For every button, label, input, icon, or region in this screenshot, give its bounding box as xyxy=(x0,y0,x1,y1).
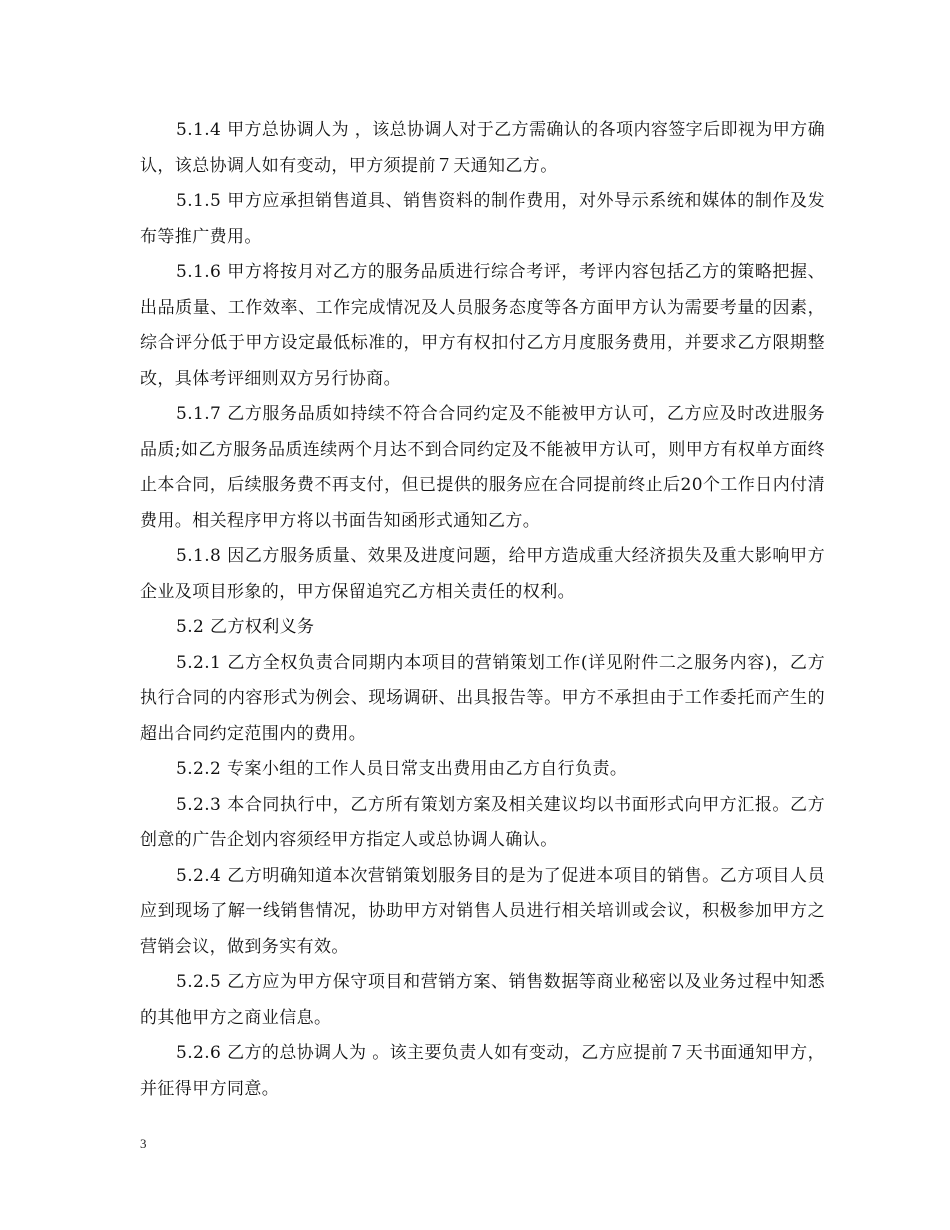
section-heading-5-2: 5.2 乙方权利义务 xyxy=(176,617,315,637)
clause-5-1-4: 5.1.4 甲方总协调人为 ，该总协调人对于乙方需确认的各项内容签字后即视为甲方确认，该总协调人如有变动，甲方须提前７天通知乙方。 xyxy=(140,120,825,176)
clause-5-1-8: 5.1.8 因乙方服务质量、效果及进度问题，给甲方造成重大经济损失及重大影响甲方企业及项目形象的，甲方保留追究乙方相关责任的权利。 xyxy=(140,546,825,602)
clause-5-1-5: 5.1.5 甲方应承担销售道具、销售资料的制作费用，对外导示系统和媒体的制作及发布等推广费用。 xyxy=(140,191,825,247)
clause-5-1-7: 5.1.7 乙方服务品质如持续不符合合同约定及不能被甲方认可，乙方应及时改进服务品质;如乙方服务品质连续两个月达不到合同约定及不能被甲方认可，则甲方有权单方面终止本合同，后续服务费不再支付，但已提供的服务应在合同提前终止后20个工作日内付清费用。相关程序甲方将以书面告知函形式通知乙方。 xyxy=(140,404,825,531)
clause-5-2-4: 5.2.4 乙方明确知道本次营销策划服务目的是为了促进本项目的销售。乙方项目人员应到现场了解一线销售情况，协助甲方对销售人员进行相关培训或会议，积极参加甲方之营销会议，做到务实有效。 xyxy=(140,865,825,957)
clause-5-2-3: 5.2.3 本合同执行中，乙方所有策划方案及相关建议均以书面形式向甲方汇报。乙方创意的广告企划内容须经甲方指定人或总协调人确认。 xyxy=(140,794,825,850)
clause-5-2-6: 5.2.6 乙方的总协调人为 。该主要负责人如有变动，乙方应提前７天书面通知甲方，并征得甲方同意。 xyxy=(140,1043,825,1099)
clause-5-2-5: 5.2.5 乙方应为甲方保守项目和营销方案、销售数据等商业秘密以及业务过程中知悉的其他甲方之商业信息。 xyxy=(140,972,825,1028)
clause-5-2-1: 5.2.1 乙方全权负责合同期内本项目的营销策划工作(详见附件二之服务内容)，乙方执行合同的内容形式为例会、现场调研、出具报告等。甲方不承担由于工作委托而产生的超出合同约定范围内的费用。 xyxy=(140,652,825,744)
clause-5-2-2: 5.2.2 专案小组的工作人员日常支出费用由乙方自行负责。 xyxy=(176,759,628,779)
document-body xyxy=(140,113,825,1107)
clause-5-1-6: 5.1.6 甲方将按月对乙方的服务品质进行综合考评，考评内容包括乙方的策略把握、出品质量、工作效率、工作完成情况及人员服务态度等各方面甲方认为需要考量的因素，综合评分低于甲方设定最低标准的，甲方有权扣付乙方月度服务费用，并要求乙方限期整改，具体考评细则双方另行协商。 xyxy=(140,262,825,389)
page-number: 3 xyxy=(140,1136,147,1151)
